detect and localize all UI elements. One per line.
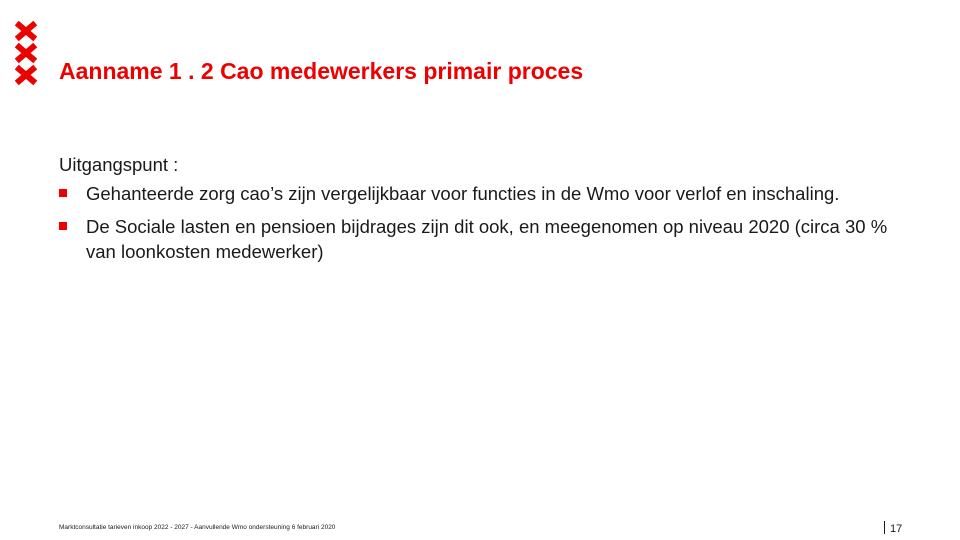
bullet-text: De Sociale lasten en pensioen bijdrages zijn dit ook, en meegenomen op niveau 2020 (circa 30 % van loonkosten medewerker) <box>86 216 888 262</box>
square-bullet-icon <box>59 222 67 230</box>
page-separator <box>884 521 885 534</box>
page-number-value: 17 <box>890 523 903 535</box>
bullet-item <box>59 181 909 206</box>
bullet-text: Gehanteerde zorg cao’s zijn vergelijkbaar voor functies in de Wmo voor verlof en inschaling. <box>86 183 840 204</box>
square-bullet-icon <box>59 189 67 197</box>
amsterdam-xxx-icon <box>14 20 40 86</box>
slide-body <box>59 152 909 272</box>
bullet-item <box>59 214 909 264</box>
slide-title: Aanname 1 . 2 Cao medewerkers primair proces <box>59 58 584 84</box>
intro-text: Uitgangspunt : <box>59 154 179 175</box>
footer-text: Marktconsultatie tarieven inkoop 2022 - 2027 - Aanvullende Wmo ondersteuning 6 februari 2020 <box>59 524 336 531</box>
page-number <box>884 521 902 535</box>
bullet-list <box>59 181 909 264</box>
